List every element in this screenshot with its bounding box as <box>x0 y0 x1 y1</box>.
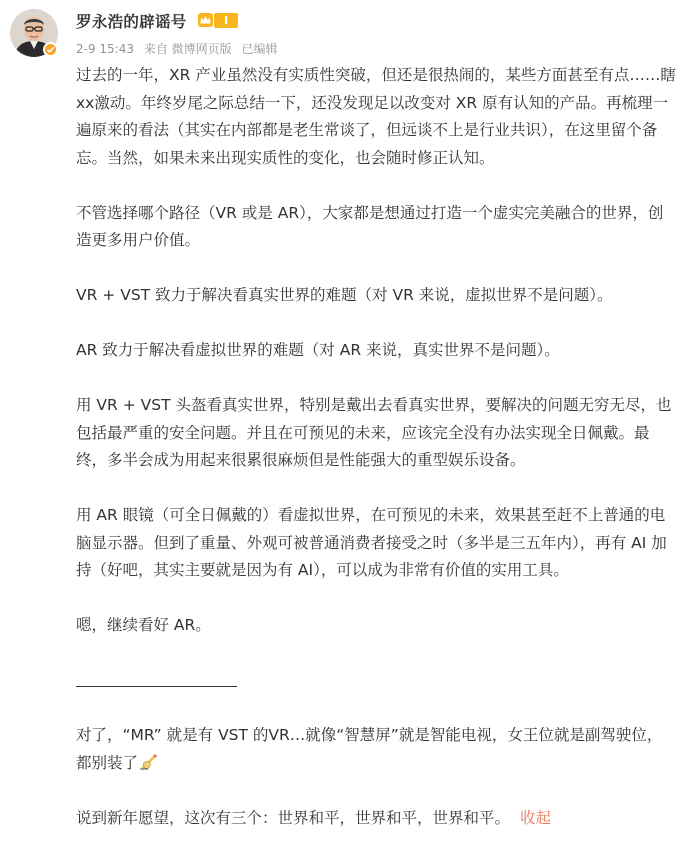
post-time[interactable]: 2-9 15:43 <box>76 42 134 56</box>
paragraph-ar-glasses: 用 AR 眼镜（可全日佩戴的）看虚拟世界，在可预见的未来，效果甚至赶不上普通的电脑显示器。但到了重量、外观可被普通消费者接受之时（多半是三五年内），再有 AI 加持（好吧，其实主要就是因为有 AI），可以成为非常有价值的实用工具。 <box>76 506 667 579</box>
post-header <box>0 0 683 60</box>
divider-line <box>76 667 676 695</box>
crown-icon[interactable] <box>197 12 214 28</box>
new-year-wish-text: 说到新年愿望，这次有三个：世界和平，世界和平，世界和平。 <box>76 808 511 827</box>
verified-badge-icon <box>43 42 58 57</box>
paragraph-conclusion: 嗯，继续看好 AR。 <box>76 616 211 634</box>
post-content <box>76 62 676 860</box>
post-source: 来自 微博网页版 <box>143 42 232 56</box>
paragraph-ar: AR 致力于解决看虚拟世界的难题（对 AR 来说，真实世界不是问题）。 <box>76 341 560 359</box>
paragraph-path-choice: 不管选择哪个路径（VR 或是 AR），大家都是想通过打造一个虚实完美融合的世界，创造更多用户价值。 <box>76 203 664 249</box>
author-name[interactable]: 罗永浩的辟谣号 <box>76 13 187 31</box>
mr-note-text: 对了，“MR” 就是有 VST 的VR…就像“智慧屏”就是智能电视，女王位就是副驾驶位，都别装了 <box>76 726 663 772</box>
edited-label[interactable]: 已编辑 <box>241 42 278 56</box>
paragraph-vr-vst: VR + VST 致力于解决看真实世界的难题（对 VR 来说，虚拟世界不是问题）。 <box>76 286 613 304</box>
member-level-badge[interactable]: Ⅰ <box>214 13 238 28</box>
writing-hand-emoji-icon <box>139 753 158 770</box>
paragraph-vr-headset: 用 VR + VST 头盔看真实世界，特别是戴出去看真实世界，要解决的问题无穷无尽，也包括最严重的安全问题。并且在可预见的未来，应该完全没有办法实现全日佩戴。最终，多半会成为用起来很累很麻烦但是性能强大的重型娱乐设备。 <box>76 396 672 469</box>
collapse-link[interactable]: 收起 <box>520 808 552 827</box>
paragraph-new-year <box>76 805 676 833</box>
paragraph-summary: 过去的一年，XR 产业虽然没有实质性突破，但还是很热闹的，某些方面甚至有点……瞎xx激动。年终岁尾之际总结一下，还没发现足以改变对 XR 原有认知的产品。再梳理一遍原来的看法（其实在内部都是老生常谈了，但远谈不上是行业共识），在这里留个备忘。当然，如果未来出现实质性的变化，也会随时修正认知。 <box>76 66 676 167</box>
paragraph-mr-note <box>76 722 676 777</box>
post-meta <box>76 40 284 57</box>
